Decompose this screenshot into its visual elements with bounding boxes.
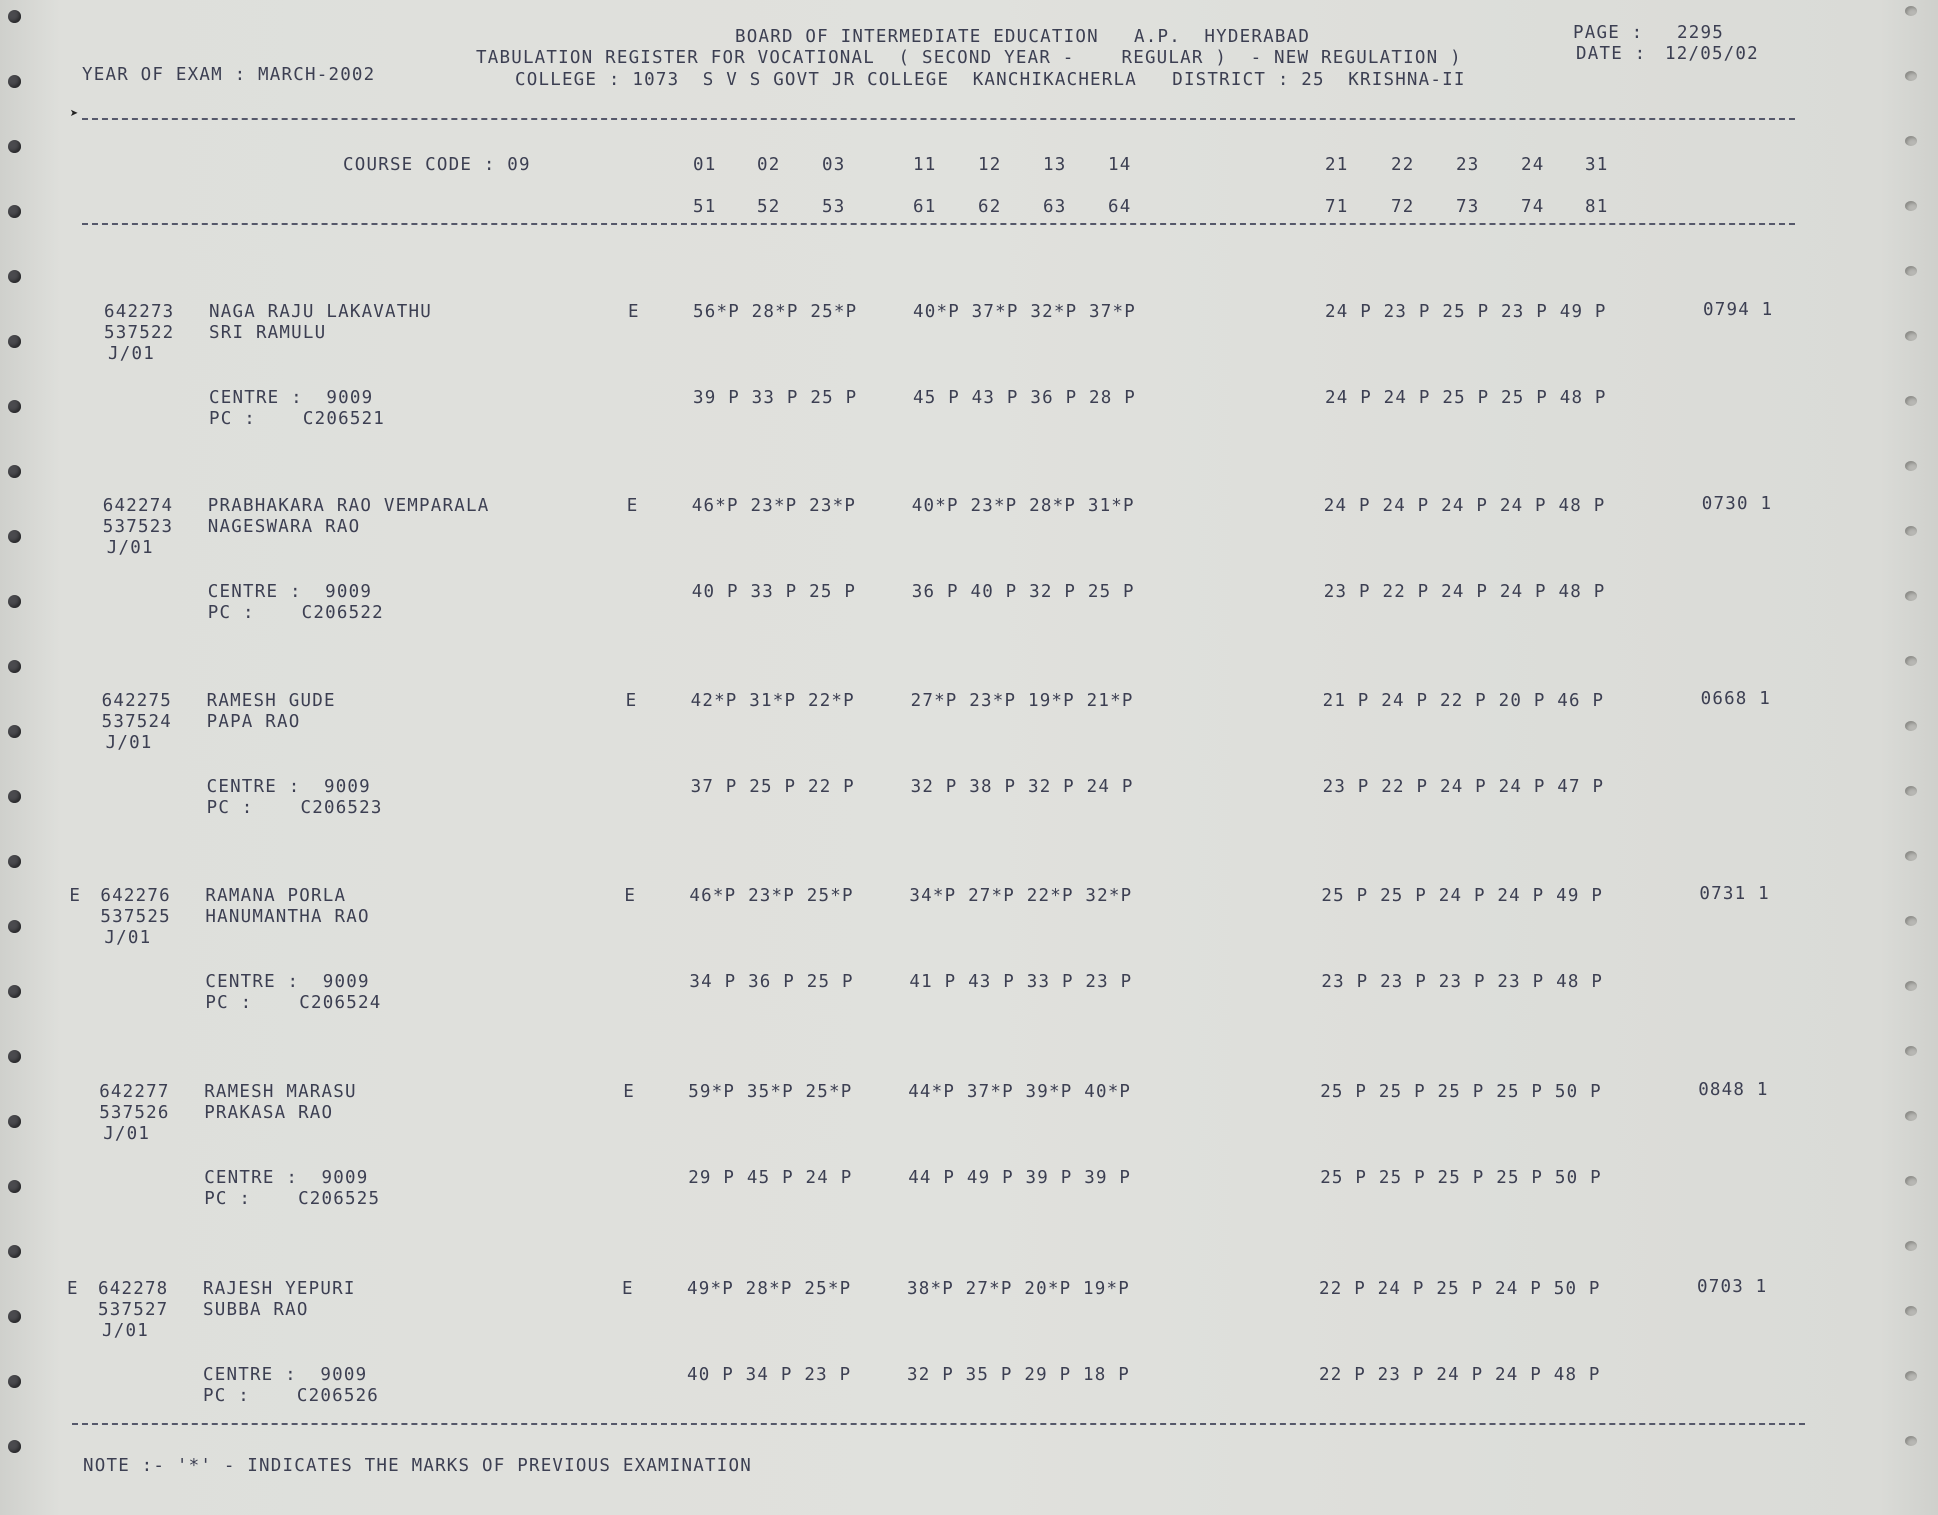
feed-hole-right-icon xyxy=(1905,1371,1917,1381)
feed-hole-left-icon xyxy=(8,920,21,933)
total-result: 0703 1 xyxy=(1697,1277,1768,1297)
marks-first-part1: 59*P 35*P 25*P xyxy=(688,1082,853,1102)
secondary-code: 537526 xyxy=(99,1103,170,1123)
exam-flag: E xyxy=(622,1279,634,1299)
feed-hole-left-icon xyxy=(8,725,21,738)
marks-second-part2: 45 P 43 P 36 P 28 P xyxy=(913,388,1136,408)
footer-divider xyxy=(72,1423,1805,1425)
group-code: J/01 xyxy=(102,1321,149,1341)
feed-hole-right-icon xyxy=(1905,266,1917,276)
feed-hole-right-icon xyxy=(1905,1241,1917,1251)
column-code-row2-8: 72 xyxy=(1391,197,1415,217)
father-name: PRAKASA RAO xyxy=(204,1103,334,1123)
feed-hole-right-icon xyxy=(1905,916,1917,926)
feed-hole-left-icon xyxy=(8,10,21,23)
column-code-row2-0: 51 xyxy=(693,197,717,217)
feed-hole-left-icon xyxy=(8,660,21,673)
column-code-row2-10: 74 xyxy=(1521,197,1545,217)
marks-second-part1: 40 P 34 P 23 P xyxy=(687,1365,852,1385)
marks-second-part1: 40 P 33 P 25 P xyxy=(691,582,857,602)
feed-hole-left-icon xyxy=(8,75,21,88)
student-name: PRABHAKARA RAO VEMPARALA xyxy=(207,496,490,516)
feed-hole-left-icon xyxy=(8,1310,21,1323)
feed-hole-left-icon xyxy=(8,1115,21,1128)
feed-hole-left-icon xyxy=(8,530,21,543)
feed-hole-left-icon xyxy=(8,1180,21,1193)
father-name: NAGESWARA RAO xyxy=(207,517,361,537)
marks-second-part2: 44 P 49 P 39 P 39 P xyxy=(908,1168,1132,1188)
feed-hole-right-icon xyxy=(1905,851,1917,861)
roll-number: 642278 xyxy=(98,1279,169,1299)
exam-flag: E xyxy=(623,1082,635,1102)
exam-flag: E xyxy=(626,496,639,516)
marks-first-part2: 27*P 23*P 19*P 21*P xyxy=(910,691,1134,711)
feed-hole-right-icon xyxy=(1905,1176,1917,1186)
arrow-mark-icon: ➤ xyxy=(70,106,79,122)
marks-first-part3: 25 P 25 P 24 P 24 P 49 P xyxy=(1321,886,1604,906)
group-code: J/01 xyxy=(103,1124,151,1144)
marks-second-part1: 34 P 36 P 25 P xyxy=(689,972,854,992)
marks-first-part1: 49*P 28*P 25*P xyxy=(687,1279,852,1299)
footnote: NOTE :- '*' - INDICATES THE MARKS OF PREVIOUS EXAMINATION xyxy=(83,1456,752,1476)
marks-first-part1: 46*P 23*P 25*P xyxy=(689,886,854,906)
centre-code: CENTRE : 9009 xyxy=(209,388,374,408)
college-info: COLLEGE : 1073 S V S GOVT JR COLLEGE KANCHIKACHERLA DISTRICT : 25 KRISHNA-II xyxy=(515,70,1466,90)
column-code-row1-2: 03 xyxy=(822,155,846,175)
feed-hole-left-icon xyxy=(8,335,21,348)
header-divider xyxy=(82,118,1795,120)
column-code-row1-6: 14 xyxy=(1108,155,1132,175)
marks-first-part1: 46*P 23*P 23*P xyxy=(691,496,857,516)
column-code-row1-10: 24 xyxy=(1521,155,1545,175)
total-result: 0731 1 xyxy=(1699,884,1770,904)
marks-second-part2: 41 P 43 P 33 P 23 P xyxy=(909,972,1133,992)
marks-first-part2: 40*P 23*P 28*P 31*P xyxy=(911,496,1135,516)
pc-code: PC : C206521 xyxy=(209,409,386,429)
register-title: TABULATION REGISTER FOR VOCATIONAL ( SECOND YEAR - REGULAR ) - NEW REGULATION ) xyxy=(476,48,1462,68)
marks-first-part1: 56*P 28*P 25*P xyxy=(693,302,858,322)
marks-second-part2: 32 P 35 P 29 P 18 P xyxy=(907,1365,1130,1385)
page-number: 2295 xyxy=(1677,23,1724,43)
father-name: PAPA RAO xyxy=(206,712,301,732)
centre-code: CENTRE : 9009 xyxy=(205,972,370,992)
student-name: RAJESH YEPURI xyxy=(203,1279,356,1299)
feed-hole-left-icon xyxy=(8,140,21,153)
secondary-code: 537525 xyxy=(100,907,171,927)
centre-code: CENTRE : 9009 xyxy=(204,1168,369,1188)
feed-hole-right-icon xyxy=(1905,591,1917,601)
marks-first-part2: 34*P 27*P 22*P 32*P xyxy=(909,886,1133,906)
student-name: NAGA RAJU LAKAVATHU xyxy=(209,302,432,322)
pc-code: PC : C206525 xyxy=(204,1189,381,1209)
column-code-row1-5: 13 xyxy=(1043,155,1067,175)
marks-second-part1: 39 P 33 P 25 P xyxy=(693,388,858,408)
column-code-row2-9: 73 xyxy=(1456,197,1480,217)
exam-flag: E xyxy=(624,886,637,906)
marks-first-part2: 44*P 37*P 39*P 40*P xyxy=(908,1082,1132,1102)
feed-hole-right-icon xyxy=(1905,331,1917,341)
column-code-row1-3: 11 xyxy=(913,155,937,175)
feed-hole-right-icon xyxy=(1905,1111,1917,1121)
marks-first-part1: 42*P 31*P 22*P xyxy=(690,691,855,711)
total-result: 0668 1 xyxy=(1700,689,1772,709)
centre-code: CENTRE : 9009 xyxy=(203,1365,368,1385)
pc-code: PC : C206523 xyxy=(206,798,383,818)
feed-hole-left-icon xyxy=(8,400,21,413)
date-value: 12/05/02 xyxy=(1665,44,1759,64)
secondary-code: 537524 xyxy=(101,712,173,732)
total-result: 0794 1 xyxy=(1703,300,1774,320)
marks-second-part2: 36 P 40 P 32 P 25 P xyxy=(911,582,1135,602)
feed-hole-right-icon xyxy=(1905,71,1917,81)
feed-hole-left-icon xyxy=(8,790,21,803)
feed-hole-right-icon xyxy=(1905,6,1917,16)
column-code-row2-7: 71 xyxy=(1325,197,1349,217)
row-prefix: E xyxy=(69,886,82,906)
column-code-row1-0: 01 xyxy=(693,155,717,175)
page-label: PAGE : xyxy=(1573,23,1644,43)
roll-number: 642273 xyxy=(104,302,175,322)
feed-hole-right-icon xyxy=(1905,136,1917,146)
board-title: BOARD OF INTERMEDIATE EDUCATION A.P. HYDERABAD xyxy=(735,27,1311,47)
student-name: RAMESH GUDE xyxy=(206,691,336,711)
roll-number: 642275 xyxy=(101,691,173,711)
marks-second-part2: 32 P 38 P 32 P 24 P xyxy=(910,777,1134,797)
pc-code: PC : C206524 xyxy=(205,993,382,1013)
marks-second-part3: 23 P 22 P 24 P 24 P 48 P xyxy=(1323,582,1606,602)
father-name: HANUMANTHA RAO xyxy=(205,907,370,927)
feed-hole-right-icon xyxy=(1905,1436,1917,1446)
column-code-row1-1: 02 xyxy=(757,155,781,175)
roll-number: 642274 xyxy=(102,496,174,516)
feed-hole-right-icon xyxy=(1905,201,1917,211)
secondary-code: 537523 xyxy=(102,517,174,537)
year-of-exam: YEAR OF EXAM : MARCH-2002 xyxy=(82,65,376,85)
student-name: RAMESH MARASU xyxy=(204,1082,357,1102)
pc-code: PC : C206522 xyxy=(207,603,384,623)
father-name: SRI RAMULU xyxy=(209,323,327,343)
column-code-row2-1: 52 xyxy=(757,197,781,217)
column-code-row2-5: 63 xyxy=(1043,197,1067,217)
total-result: 0848 1 xyxy=(1698,1080,1769,1100)
feed-hole-right-icon xyxy=(1905,1306,1917,1316)
marks-second-part3: 22 P 23 P 24 P 24 P 48 P xyxy=(1319,1365,1601,1385)
feed-hole-right-icon xyxy=(1905,981,1917,991)
column-code-row1-7: 21 xyxy=(1325,155,1349,175)
marks-second-part1: 37 P 25 P 22 P xyxy=(690,777,855,797)
secondary-code: 537522 xyxy=(104,323,175,343)
centre-code: CENTRE : 9009 xyxy=(207,582,373,602)
feed-hole-left-icon xyxy=(8,855,21,868)
group-code: J/01 xyxy=(106,538,154,558)
column-code-row2-3: 61 xyxy=(913,197,937,217)
column-code-row2-6: 64 xyxy=(1108,197,1132,217)
feed-hole-left-icon xyxy=(8,1050,21,1063)
marks-first-part2: 40*P 37*P 32*P 37*P xyxy=(913,302,1136,322)
feed-hole-left-icon xyxy=(8,595,21,608)
group-code: J/01 xyxy=(105,733,153,753)
marks-second-part3: 23 P 23 P 23 P 23 P 48 P xyxy=(1321,972,1604,992)
exam-flag: E xyxy=(628,302,640,322)
marks-second-part1: 29 P 45 P 24 P xyxy=(688,1168,853,1188)
marks-second-part3: 24 P 24 P 25 P 25 P 48 P xyxy=(1325,388,1607,408)
column-code-row1-9: 23 xyxy=(1456,155,1480,175)
feed-hole-left-icon xyxy=(8,1245,21,1258)
marks-first-part3: 24 P 24 P 24 P 24 P 48 P xyxy=(1323,496,1606,516)
feed-hole-right-icon xyxy=(1905,526,1917,536)
feed-hole-left-icon xyxy=(8,270,21,283)
column-code-row1-11: 31 xyxy=(1585,155,1609,175)
group-code: J/01 xyxy=(108,344,155,364)
column-code-row1-4: 12 xyxy=(978,155,1002,175)
row-prefix: E xyxy=(67,1279,79,1299)
feed-hole-right-icon xyxy=(1905,461,1917,471)
marks-first-part3: 21 P 24 P 22 P 20 P 46 P xyxy=(1322,691,1605,711)
centre-code: CENTRE : 9009 xyxy=(206,777,371,797)
marks-first-part3: 25 P 25 P 25 P 25 P 50 P xyxy=(1320,1082,1602,1102)
student-name: RAMANA PORLA xyxy=(205,886,347,906)
feed-hole-right-icon xyxy=(1905,396,1917,406)
column-code-row2-4: 62 xyxy=(978,197,1002,217)
exam-flag: E xyxy=(625,691,638,711)
feed-hole-left-icon xyxy=(8,1375,21,1388)
feed-hole-left-icon xyxy=(8,985,21,998)
father-name: SUBBA RAO xyxy=(203,1300,309,1320)
date-label: DATE : xyxy=(1576,44,1647,64)
feed-hole-right-icon xyxy=(1905,1046,1917,1056)
course-code: COURSE CODE : 09 xyxy=(343,155,531,175)
roll-number: 642277 xyxy=(99,1082,170,1102)
feed-hole-left-icon xyxy=(8,465,21,478)
feed-hole-right-icon xyxy=(1905,656,1917,666)
feed-hole-right-icon xyxy=(1905,786,1917,796)
group-code: J/01 xyxy=(104,928,152,948)
marks-first-part3: 22 P 24 P 25 P 24 P 50 P xyxy=(1319,1279,1601,1299)
roll-number: 642276 xyxy=(100,886,171,906)
secondary-code: 537527 xyxy=(98,1300,169,1320)
column-code-row2-2: 53 xyxy=(822,197,846,217)
feed-hole-right-icon xyxy=(1905,721,1917,731)
column-divider xyxy=(82,223,1795,225)
marks-second-part3: 25 P 25 P 25 P 25 P 50 P xyxy=(1320,1168,1602,1188)
feed-hole-left-icon xyxy=(8,205,21,218)
marks-first-part3: 24 P 23 P 25 P 23 P 49 P xyxy=(1325,302,1607,322)
feed-hole-left-icon xyxy=(8,1440,21,1453)
column-code-row2-11: 81 xyxy=(1585,197,1609,217)
total-result: 0730 1 xyxy=(1701,494,1773,514)
pc-code: PC : C206526 xyxy=(203,1386,380,1406)
column-code-row1-8: 22 xyxy=(1391,155,1415,175)
marks-second-part3: 23 P 22 P 24 P 24 P 47 P xyxy=(1322,777,1605,797)
marks-first-part2: 38*P 27*P 20*P 19*P xyxy=(907,1279,1130,1299)
